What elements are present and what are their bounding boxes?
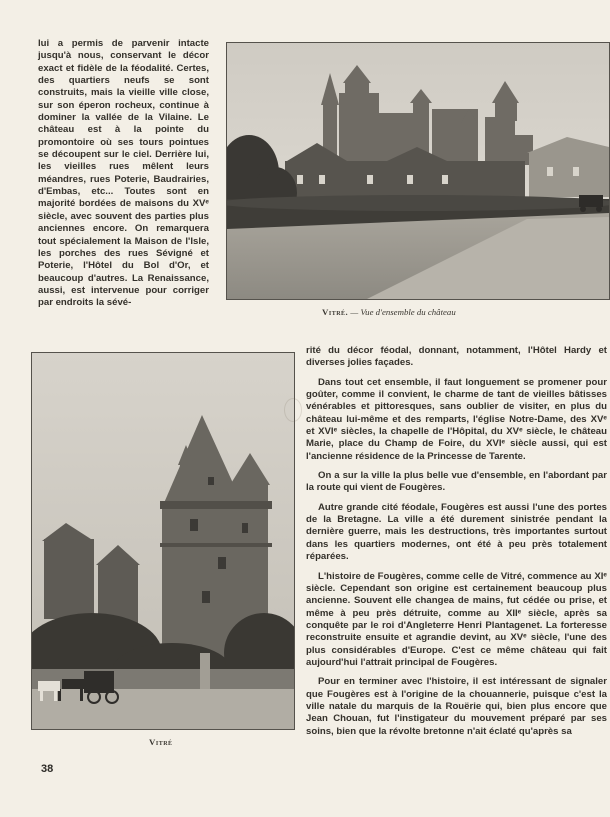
caption-place: Vitré (149, 737, 173, 747)
caption-top-photo (322, 307, 456, 317)
faint-stamp-mark (284, 398, 302, 422)
page-number: 38 (41, 763, 54, 775)
caption-bottom-photo (149, 737, 173, 747)
text-column-top-left (38, 38, 209, 317)
chateau-overview-illustration (227, 43, 609, 299)
caption-text: — Vue d'ensemble du château (348, 307, 456, 317)
paragraph: Pour en terminer avec l'histoire, il est intéressant de signaler que Fougères est à l'origine de la chouannerie, puisque c'est la ville natale du marquis de la Rouërie qui, bien plus encore que Jean Chouan, fut l'instigateur du mouvement préparé par ses soins, bien que la révolte bretonne n'ait éclaté qu'après sa (306, 676, 607, 737)
paragraph: rité du décor féodal, donnant, notamment, l'Hôtel Hardy et diverses jolies façades. (306, 345, 607, 369)
paragraph: lui a permis de parvenir intacte jusqu'à nous, conservant le décor exact et fidèle de la féodalité. Certes, des quartiers neufs se sont construits, mais la vieille ville close, sur son éperon rocheux, continue à dominer la vallée de la Vilaine. Le château est à la pointe du promontoire où ses tours pointues se découpent sur le ciel. Derrière lui, les vieilles rues mêlent leurs méandres, rues Poterie, Baudrairies, d'Embas, etc... Toutes sont en majorité bordées de maisons du XVᵉ siècle, avec souvent des parties plus anciennes encore. On remarquera tout spécialement la Maison de l'Isle, les porches des rues Sévigné et Poterie, l'Hôtel du Bol d'Or, et beaucoup d'autres. La Renaissance, aussi, est intervenue pour corriger par endroits la sévé- (38, 38, 209, 309)
paragraph: Autre grande cité féodale, Fougères est aussi l'une des portes de la Bretagne. La ville a été durement sinistrée pendant la dernière guerre, mais les destructions, très importantes surtout dans les quartiers modernes, ont été à peu près totalement réparées. (306, 501, 607, 563)
vitre-tower-illustration (32, 353, 294, 729)
photo-vitre-tower (31, 352, 295, 730)
caption-place: Vitré. (322, 307, 349, 317)
paragraph: Dans tout cet ensemble, il faut longuement se promener pour goûter, comme il convient, le charme de tant de vieilles bâtisses vénérables et pittoresques, sans oublier de visiter, en plus du château lui-même et des remparts, l'église Notre-Dame, des XVᵉ et XVIᵉ siècles, la chapelle de l'Hôpital, du XVᵉ siècle, le château Marie, place du Champ de Foire, du XVIᵉ siècle aussi, qui est l'ancienne résidence de la Princesse de Tarente. (306, 376, 607, 462)
photo-vitre-chateau-overview (226, 42, 610, 300)
paragraph: On a sur la ville la plus belle vue d'ensemble, en l'abordant par la route qui vient de Fougères. (306, 470, 607, 494)
paragraph: L'histoire de Fougères, comme celle de Vitré, commence au XIᵉ siècle. Cependant son origine est certainement beaucoup plus ancienne. Souvent elle changea de mains, fut cédée ou prise, et même à peu près détruite, comme au XIIᵉ siècle, après sa conquête par le roi d'Angleterre Henri Plantagenet. La forteresse reconstruite ensuite et agrandie devint, au XVᵉ siècle, l'une des plus considérables d'Europe. C'est ce même château qui fait aujourd'hui l'attrait principal de Fougères. (306, 570, 607, 668)
text-column-right (306, 345, 607, 745)
